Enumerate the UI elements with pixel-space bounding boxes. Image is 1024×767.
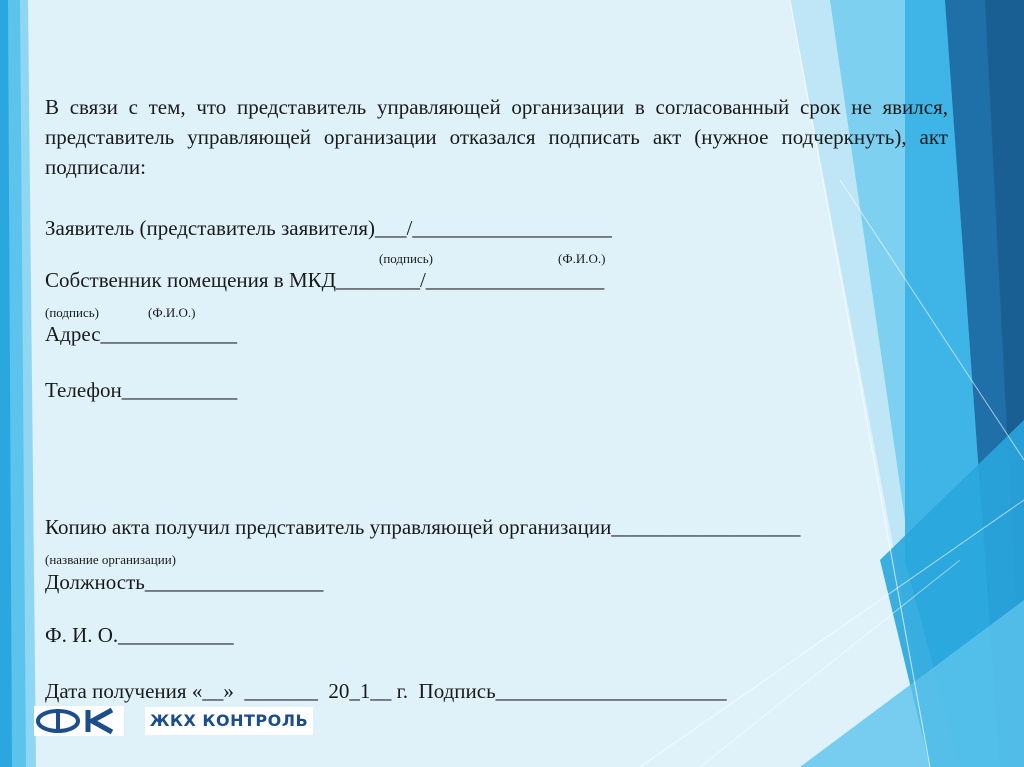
phone-line: Телефон___________ [45, 378, 238, 402]
date-line: Дата получения «__» _______ 20_1__ г. Подпись______________________ [45, 679, 727, 703]
address-line: Адрес_____________ [45, 322, 238, 346]
fio-line: Ф. И. О.___________ [45, 623, 234, 647]
position-line: Должность_________________ [45, 570, 324, 594]
owner-fio-caption: (Ф.И.О.) [148, 305, 196, 320]
applicant-fio-caption: (Ф.И.О.) [558, 251, 606, 266]
applicant-sign-caption: (подпись) [379, 251, 433, 266]
owner-sign-caption: (подпись) [45, 305, 99, 320]
copy-received-line: Копию акта получил представитель управляющей организации__________________ [45, 515, 801, 539]
intro-paragraph: В связи с тем, что представитель управляющей организации в согласованный срок не явился, представитель управляющей организации отказался подписать акт (нужное подчеркнуть), акт подписали: [45, 95, 948, 179]
brand-logo [34, 706, 124, 736]
org-name-caption: (название организации) [45, 552, 176, 567]
applicant-line: Заявитель (представитель заявителя)___/___________________ [45, 216, 612, 240]
brand-name-logo: ЖКХ КОНТРОЛЬ [145, 707, 313, 735]
owner-line: Собственник помещения в МКД________/_________________ [45, 268, 605, 292]
